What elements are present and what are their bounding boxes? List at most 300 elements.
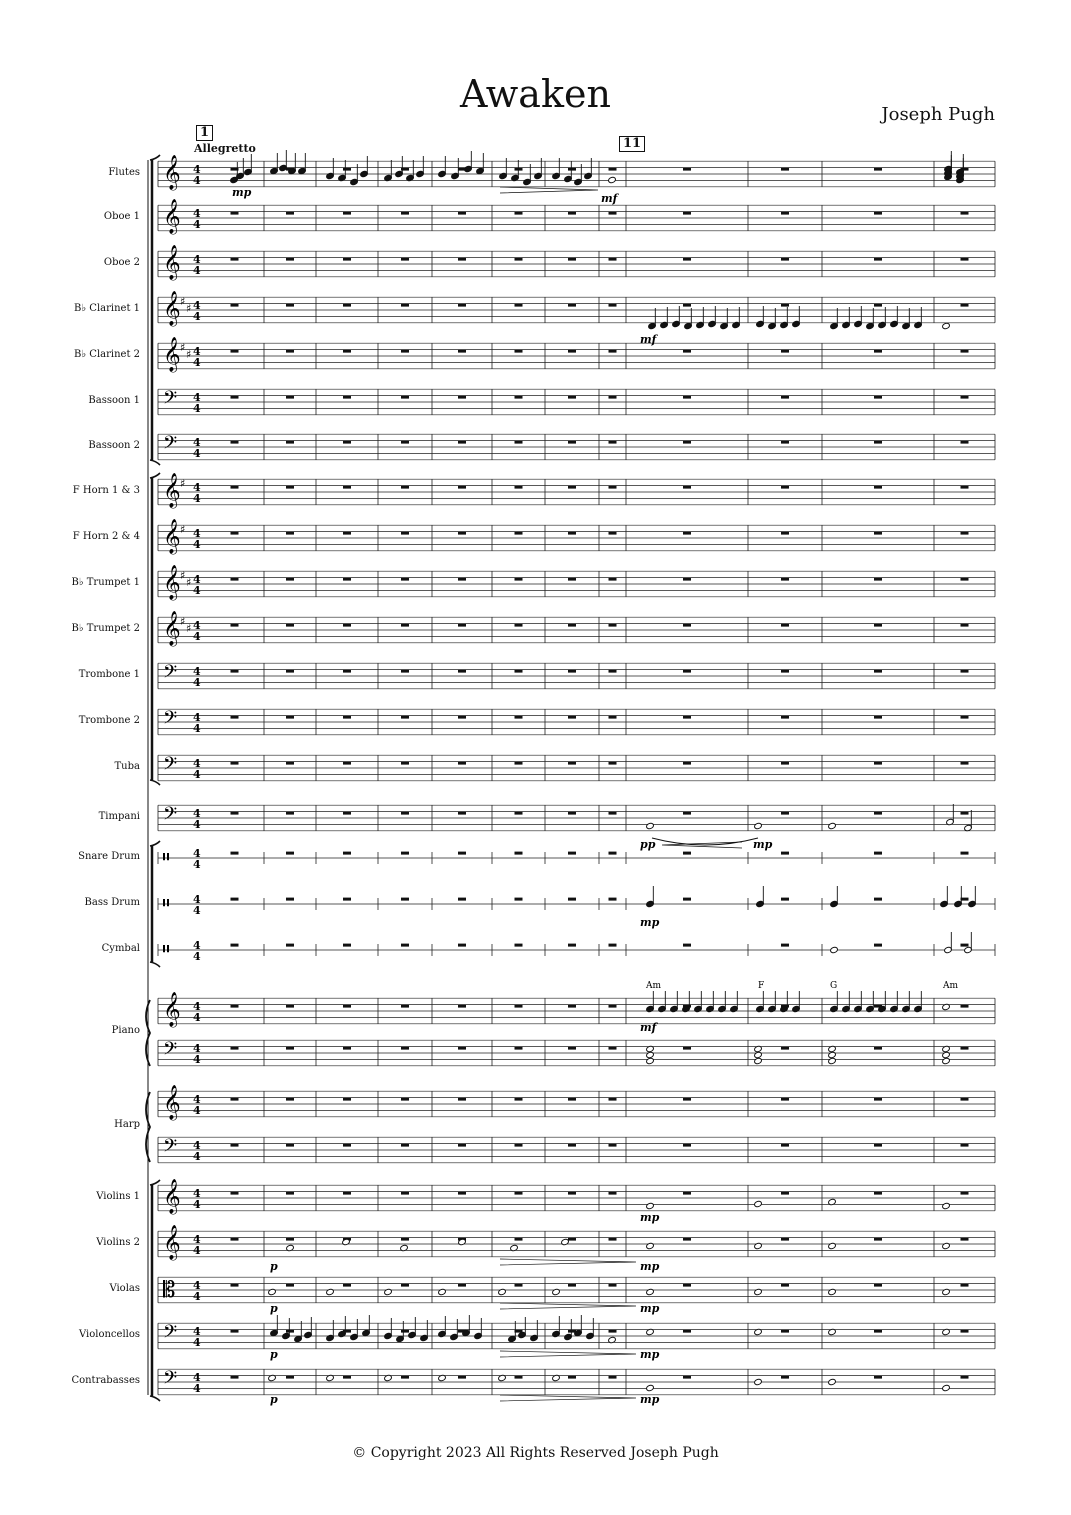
whole-rest <box>401 624 409 627</box>
whole-rest <box>781 852 789 855</box>
treble-clef-icon: 𝄞 <box>163 155 181 190</box>
treble-clef-icon: 𝄞 <box>163 611 181 646</box>
whole-note <box>942 322 951 329</box>
time-signature-top: 4 <box>193 711 201 724</box>
treble-clef-icon: 𝄞 <box>163 473 181 508</box>
instrument-label: Trombone 2 <box>78 715 140 726</box>
whole-rest <box>401 1005 409 1008</box>
whole-rest <box>568 258 576 261</box>
whole-note <box>561 1238 570 1245</box>
whole-rest <box>781 1330 789 1333</box>
sharp-icon: ♯ <box>180 523 186 536</box>
whole-note <box>942 1051 951 1058</box>
whole-rest <box>458 532 466 535</box>
whole-rest <box>683 1284 691 1287</box>
whole-rest <box>343 168 351 171</box>
time-signature-bottom: 4 <box>193 904 201 917</box>
sharp-icon: ♯ <box>186 576 192 589</box>
whole-rest <box>286 1005 294 1008</box>
whole-rest <box>683 350 691 353</box>
instrument-label: Contrabasses <box>71 1375 140 1386</box>
perc-clef-icon: 𝄥 <box>163 845 169 869</box>
whole-rest <box>961 944 969 947</box>
whole-note <box>754 1200 763 1207</box>
instrument-label: Piano <box>111 1025 140 1036</box>
whole-rest <box>609 212 617 215</box>
whole-rest <box>458 898 466 901</box>
whole-rest <box>961 578 969 581</box>
whole-rest <box>781 532 789 535</box>
whole-rest <box>401 304 409 307</box>
whole-rest <box>458 944 466 947</box>
time-signature-top: 4 <box>193 1325 201 1338</box>
whole-rest <box>286 304 294 307</box>
whole-rest <box>286 624 294 627</box>
bass-clef-icon: 𝄢 <box>163 388 178 413</box>
whole-rest <box>961 812 969 815</box>
instrument-label: B♭ Trumpet 2 <box>71 623 140 634</box>
whole-rest <box>286 1330 294 1333</box>
whole-rest <box>515 1005 523 1008</box>
whole-rest <box>286 1098 294 1101</box>
whole-rest <box>874 304 882 307</box>
whole-rest <box>343 212 351 215</box>
whole-rest <box>568 212 576 215</box>
whole-rest <box>781 1284 789 1287</box>
whole-note <box>828 1242 837 1249</box>
staff <box>158 804 995 831</box>
whole-rest <box>874 258 882 261</box>
whole-rest <box>401 578 409 581</box>
whole-rest <box>515 852 523 855</box>
whole-rest <box>609 716 617 719</box>
time-signature-bottom: 4 <box>193 310 201 323</box>
time-signature-bottom: 4 <box>193 402 201 415</box>
whole-rest <box>683 670 691 673</box>
sharp-icon: ♯ <box>186 622 192 635</box>
whole-rest <box>781 1098 789 1101</box>
whole-rest <box>874 168 882 171</box>
whole-rest <box>961 441 969 444</box>
whole-rest <box>231 532 239 535</box>
instrument-label: Oboe 1 <box>103 211 140 222</box>
whole-rest <box>458 1098 466 1101</box>
bass-drum-dynamic-mp: mp <box>640 916 660 929</box>
basses-decrescendo <box>500 1395 636 1401</box>
whole-rest <box>343 1284 351 1287</box>
whole-rest <box>961 1047 969 1050</box>
whole-rest <box>874 1098 882 1101</box>
whole-rest <box>683 1144 691 1147</box>
whole-rest <box>458 258 466 261</box>
whole-rest <box>286 670 294 673</box>
whole-rest <box>401 762 409 765</box>
whole-rest <box>874 486 882 489</box>
percussion-bracket-top <box>150 841 160 846</box>
whole-rest <box>609 258 617 261</box>
whole-rest <box>683 578 691 581</box>
whole-note <box>646 1384 655 1391</box>
whole-rest <box>683 486 691 489</box>
whole-rest <box>286 212 294 215</box>
whole-rest <box>781 350 789 353</box>
whole-rest <box>231 396 239 399</box>
whole-rest <box>401 350 409 353</box>
whole-rest <box>458 212 466 215</box>
flute-dynamic-mp: mp <box>232 186 252 199</box>
flute-decrescendo <box>500 187 598 193</box>
whole-rest <box>781 441 789 444</box>
time-signature-top: 4 <box>193 1139 201 1152</box>
staff <box>158 1179 995 1215</box>
whole-note <box>828 822 837 829</box>
time-signature-top: 4 <box>193 527 201 540</box>
time-signature-bottom: 4 <box>193 264 201 277</box>
whole-rest <box>515 441 523 444</box>
whole-rest <box>401 1047 409 1050</box>
whole-rest <box>286 441 294 444</box>
whole-rest <box>401 396 409 399</box>
whole-rest <box>458 716 466 719</box>
time-signature-bottom: 4 <box>193 768 201 781</box>
whole-rest <box>515 304 523 307</box>
whole-rest <box>961 1330 969 1333</box>
staff <box>158 1368 995 1395</box>
time-signature-bottom: 4 <box>193 538 201 551</box>
whole-rest <box>609 1376 617 1379</box>
score-title: Awaken <box>460 72 611 116</box>
staff <box>158 337 995 373</box>
whole-note <box>754 1288 763 1295</box>
whole-rest <box>515 1284 523 1287</box>
whole-rest <box>568 624 576 627</box>
treble-clef-icon: 𝄞 <box>163 199 181 234</box>
treble-clef-icon: 𝄞 <box>163 1179 181 1214</box>
time-signature-bottom: 4 <box>193 447 201 460</box>
time-signature-top: 4 <box>193 345 201 358</box>
whole-rest <box>609 1098 617 1101</box>
whole-rest <box>401 441 409 444</box>
instrument-label: Harp <box>114 1119 140 1130</box>
whole-rest <box>286 258 294 261</box>
tempo-marking: Allegretto <box>194 142 256 155</box>
whole-rest <box>568 396 576 399</box>
whole-rest <box>961 258 969 261</box>
perc-clef-icon: 𝄥 <box>163 891 169 915</box>
whole-rest <box>401 486 409 489</box>
instrument-label: Trombone 1 <box>78 669 140 680</box>
chord-symbol: Am <box>943 981 959 991</box>
whole-rest <box>343 1192 351 1195</box>
whole-rest <box>609 304 617 307</box>
whole-rest <box>515 670 523 673</box>
whole-rest <box>343 762 351 765</box>
whole-rest <box>781 212 789 215</box>
time-signature-top: 4 <box>193 299 201 312</box>
whole-rest <box>231 716 239 719</box>
treble-clef-icon: 𝄞 <box>163 1085 181 1120</box>
whole-rest <box>458 852 466 855</box>
bass-clef-icon: 𝄢 <box>163 433 178 458</box>
whole-rest <box>343 898 351 901</box>
whole-rest <box>458 350 466 353</box>
time-signature-top: 4 <box>193 939 201 952</box>
whole-rest <box>683 812 691 815</box>
whole-rest <box>961 212 969 215</box>
staff <box>158 291 995 327</box>
whole-rest <box>683 1330 691 1333</box>
whole-rest <box>568 812 576 815</box>
perc-clef-icon: 𝄥 <box>163 937 169 961</box>
composer-name: Joseph Pugh <box>881 104 995 125</box>
whole-rest <box>683 212 691 215</box>
whole-rest <box>515 898 523 901</box>
whole-rest <box>231 1284 239 1287</box>
whole-rest <box>286 1284 294 1287</box>
whole-rest <box>286 852 294 855</box>
whole-rest <box>343 396 351 399</box>
whole-rest <box>961 1238 969 1241</box>
staff <box>158 1039 995 1066</box>
whole-rest <box>874 1376 882 1379</box>
time-signature-bottom: 4 <box>193 858 201 871</box>
cellos-dynamic-mp: mp <box>640 1348 660 1361</box>
whole-rest <box>961 624 969 627</box>
percussion-bracket-bottom <box>150 962 160 967</box>
whole-rest <box>515 1376 523 1379</box>
whole-rest <box>961 350 969 353</box>
whole-note <box>646 1242 655 1249</box>
whole-note <box>942 1242 951 1249</box>
timpani-dynamic-mp: mp <box>753 838 773 851</box>
instrument-label: Bassoon 2 <box>88 440 140 451</box>
whole-rest <box>781 1192 789 1195</box>
whole-rest <box>568 1238 576 1241</box>
whole-rest <box>568 1144 576 1147</box>
sharp-icon: ♯ <box>186 302 192 315</box>
whole-rest <box>781 1376 789 1379</box>
whole-rest <box>874 716 882 719</box>
whole-rest <box>231 762 239 765</box>
cellos-decrescendo <box>500 1351 636 1357</box>
whole-rest <box>515 1144 523 1147</box>
whole-rest <box>961 1005 969 1008</box>
instrument-label: B♭ Clarinet 1 <box>74 303 140 314</box>
whole-rest <box>515 350 523 353</box>
whole-rest <box>781 578 789 581</box>
whole-rest <box>286 762 294 765</box>
sharp-icon: ♯ <box>180 569 186 582</box>
whole-rest <box>286 1047 294 1050</box>
whole-rest <box>781 258 789 261</box>
time-signature-bottom: 4 <box>193 218 201 231</box>
whole-rest <box>609 168 617 171</box>
whole-rest <box>874 1047 882 1050</box>
whole-note <box>830 946 839 953</box>
whole-note <box>552 1288 561 1295</box>
whole-rest <box>286 716 294 719</box>
whole-rest <box>343 812 351 815</box>
whole-rest <box>874 1284 882 1287</box>
violas-decrescendo <box>500 1303 636 1309</box>
violas-dynamic-mp: mp <box>640 1302 660 1315</box>
sharp-icon: ♯ <box>180 615 186 628</box>
whole-rest <box>515 1192 523 1195</box>
whole-note <box>268 1288 277 1295</box>
violas-dynamic-p: p <box>270 1302 278 1315</box>
instrument-label: Violas <box>109 1283 140 1294</box>
whole-rest <box>458 762 466 765</box>
whole-rest <box>568 670 576 673</box>
time-signature-bottom: 4 <box>193 1053 201 1066</box>
whole-rest <box>874 1192 882 1195</box>
instrument-label: Tuba <box>114 761 140 772</box>
whole-rest <box>683 716 691 719</box>
time-signature-bottom: 4 <box>193 1150 201 1163</box>
whole-rest <box>343 1376 351 1379</box>
whole-rest <box>458 1192 466 1195</box>
whole-rest <box>231 1192 239 1195</box>
whole-rest <box>609 486 617 489</box>
whole-note <box>646 822 655 829</box>
staff <box>158 754 995 781</box>
whole-rest <box>401 1330 409 1333</box>
time-signature-top: 4 <box>193 665 201 678</box>
whole-rest <box>231 1098 239 1101</box>
whole-rest <box>961 532 969 535</box>
chord-symbol: F <box>758 981 765 991</box>
treble-clef-icon: 𝄞 <box>163 1225 181 1260</box>
whole-rest <box>231 486 239 489</box>
time-signature-bottom: 4 <box>193 1104 201 1117</box>
staff <box>158 611 995 647</box>
whole-rest <box>683 944 691 947</box>
whole-rest <box>683 168 691 171</box>
whole-note <box>828 1378 837 1385</box>
timpani-tie <box>652 838 758 845</box>
whole-rest <box>781 1047 789 1050</box>
whole-rest <box>458 486 466 489</box>
whole-rest <box>458 1144 466 1147</box>
whole-note <box>646 1202 655 1209</box>
instrument-label: B♭ Trumpet 1 <box>71 577 140 588</box>
whole-rest <box>515 396 523 399</box>
whole-rest <box>961 1192 969 1195</box>
whole-rest <box>343 852 351 855</box>
whole-note <box>942 1057 951 1064</box>
whole-rest <box>343 350 351 353</box>
instrument-label: Bass Drum <box>84 897 140 908</box>
treble-clef-icon: 𝄞 <box>163 992 181 1027</box>
whole-rest <box>568 578 576 581</box>
whole-rest <box>568 441 576 444</box>
whole-rest <box>401 716 409 719</box>
whole-note <box>498 1288 507 1295</box>
whole-rest <box>515 212 523 215</box>
woodwind-bracket-top <box>150 155 160 160</box>
whole-rest <box>515 1098 523 1101</box>
whole-rest <box>568 350 576 353</box>
bass-clef-icon: 𝄢 <box>163 662 178 687</box>
whole-rest <box>515 1238 523 1241</box>
chord-symbol: Am <box>646 981 662 991</box>
whole-rest <box>515 762 523 765</box>
whole-note <box>438 1288 447 1295</box>
instrument-label: Cymbal <box>101 943 140 954</box>
whole-rest <box>231 812 239 815</box>
staff <box>158 891 995 917</box>
whole-note <box>326 1288 335 1295</box>
whole-rest <box>683 441 691 444</box>
whole-rest <box>343 1098 351 1101</box>
time-signature-top: 4 <box>193 1000 201 1013</box>
bass-clef-icon: 𝄢 <box>163 804 178 829</box>
whole-rest <box>568 1098 576 1101</box>
whole-rest <box>609 1005 617 1008</box>
whole-rest <box>683 852 691 855</box>
violins2-dynamic-mp: mp <box>640 1260 660 1273</box>
time-signature-top: 4 <box>193 847 201 860</box>
whole-rest <box>515 258 523 261</box>
whole-rest <box>231 1238 239 1241</box>
whole-rest <box>781 898 789 901</box>
whole-rest <box>231 670 239 673</box>
whole-rest <box>286 1376 294 1379</box>
whole-rest <box>609 812 617 815</box>
whole-rest <box>458 1005 466 1008</box>
whole-rest <box>515 486 523 489</box>
whole-rest <box>683 1376 691 1379</box>
whole-rest <box>231 944 239 947</box>
rehearsal-mark-11: 11 <box>619 136 645 152</box>
whole-rest <box>874 441 882 444</box>
whole-rest <box>343 716 351 719</box>
cellos-dynamic-p: p <box>270 1348 278 1361</box>
whole-rest <box>458 578 466 581</box>
bass-clef-icon: 𝄢 <box>163 1322 178 1347</box>
whole-rest <box>343 532 351 535</box>
whole-rest <box>515 1047 523 1050</box>
staff <box>158 1136 995 1163</box>
whole-rest <box>231 441 239 444</box>
whole-rest <box>286 1192 294 1195</box>
time-signature-top: 4 <box>193 619 201 632</box>
whole-rest <box>683 258 691 261</box>
whole-rest <box>458 1047 466 1050</box>
instrument-label: Flutes <box>108 167 140 178</box>
instrument-label: Bassoon 1 <box>88 395 140 406</box>
clarinet-dynamic-mf: mf <box>640 333 657 346</box>
whole-note <box>942 1384 951 1391</box>
whole-rest <box>874 1238 882 1241</box>
whole-rest <box>781 304 789 307</box>
whole-rest <box>343 258 351 261</box>
staff <box>158 708 995 735</box>
whole-note <box>754 1051 763 1058</box>
whole-rest <box>781 670 789 673</box>
time-signature-top: 4 <box>193 163 201 176</box>
whole-rest <box>609 762 617 765</box>
sharp-icon: ♯ <box>180 295 186 308</box>
whole-note <box>754 822 763 829</box>
bass-clef-icon: 𝄢 <box>163 1136 178 1161</box>
instrument-label: F Horn 2 & 4 <box>72 531 140 542</box>
whole-rest <box>343 624 351 627</box>
whole-rest <box>401 1098 409 1101</box>
whole-rest <box>781 762 789 765</box>
violins1-dynamic-mp: mp <box>640 1211 660 1224</box>
whole-rest <box>286 898 294 901</box>
